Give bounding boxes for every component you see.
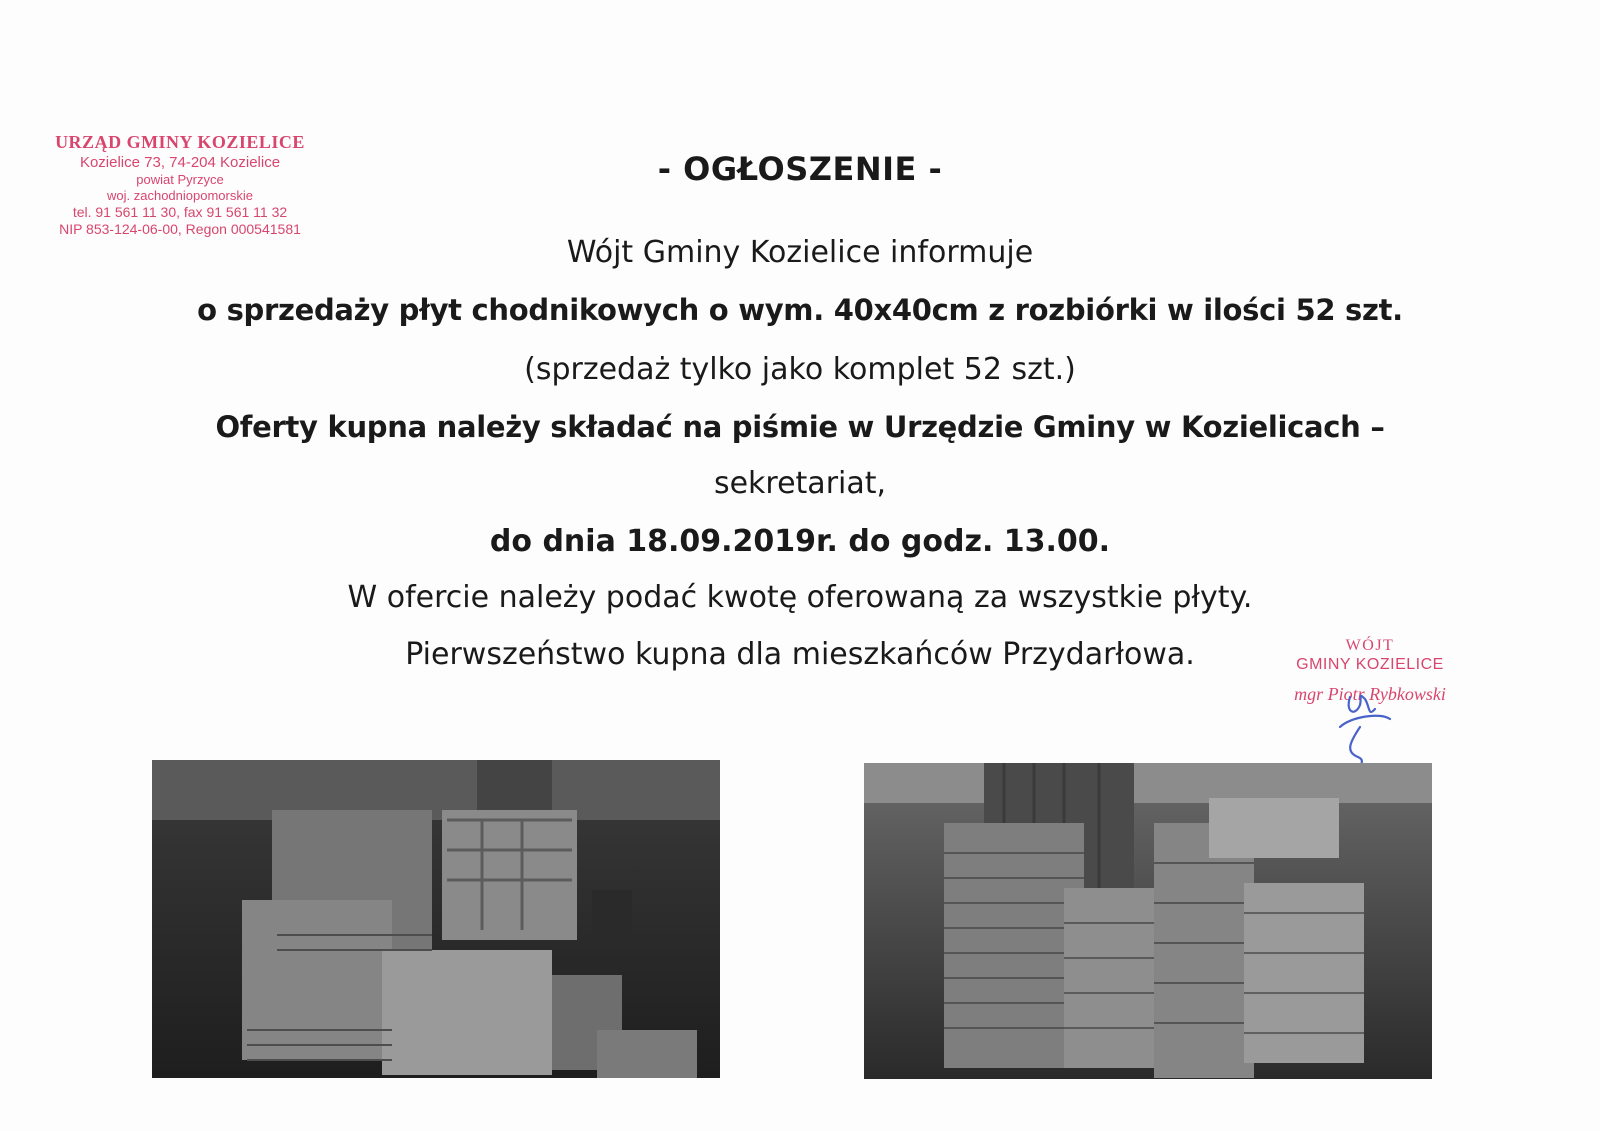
notice-line-6: do dnia 18.09.2019r. do godz. 13.00. <box>489 524 1111 559</box>
signature-stamp <box>1245 637 1495 705</box>
signature-org: GMINY KOZIELICE <box>1296 655 1444 673</box>
notice-line-7: W ofercie należy podać kwotę oferowaną za wszystkie płyty. <box>347 580 1253 615</box>
notice-line-4: Oferty kupna należy składać na piśmie w Urzędzie Gminy w Kozielicach – <box>215 410 1385 444</box>
notice-heading: - OGŁOSZENIE - <box>657 150 943 188</box>
signature-role: WÓJT <box>1345 637 1395 654</box>
stamp-region: woj. zachodniopomorskie <box>107 188 253 204</box>
stamp-address: Kozielice 73, 74-204 Kozielice <box>79 153 281 171</box>
stamp-phone: tel. 91 561 11 30, fax 91 561 11 32 <box>72 203 288 220</box>
stamp-office-name: URZĄD GMINY KOZIELICE <box>55 132 305 152</box>
notice-line-8: Pierwszeństwo kupna dla mieszkańców Przydarłowa. <box>405 637 1195 672</box>
notice-line-3: (sprzedaż tylko jako komplet 52 szt.) <box>524 352 1076 387</box>
stamp-district: powiat Pyrzyce <box>136 172 224 188</box>
notice-line-5: sekretariat, <box>713 466 887 501</box>
notice-line-2: o sprzedaży płyt chodnikowych o wym. 40x40cm z rozbiórki w ilości 52 szt. <box>197 293 1403 327</box>
signature-name: mgr Piotr Rybkowski <box>1294 683 1446 704</box>
photo-paving-slabs-right <box>864 763 1432 1079</box>
notice-line-1: Wójt Gminy Kozielice informuje <box>566 235 1034 270</box>
stamp-ids: NIP 853-124-06-00, Regon 000541581 <box>59 221 301 238</box>
photo-paving-slabs-left <box>152 760 720 1078</box>
